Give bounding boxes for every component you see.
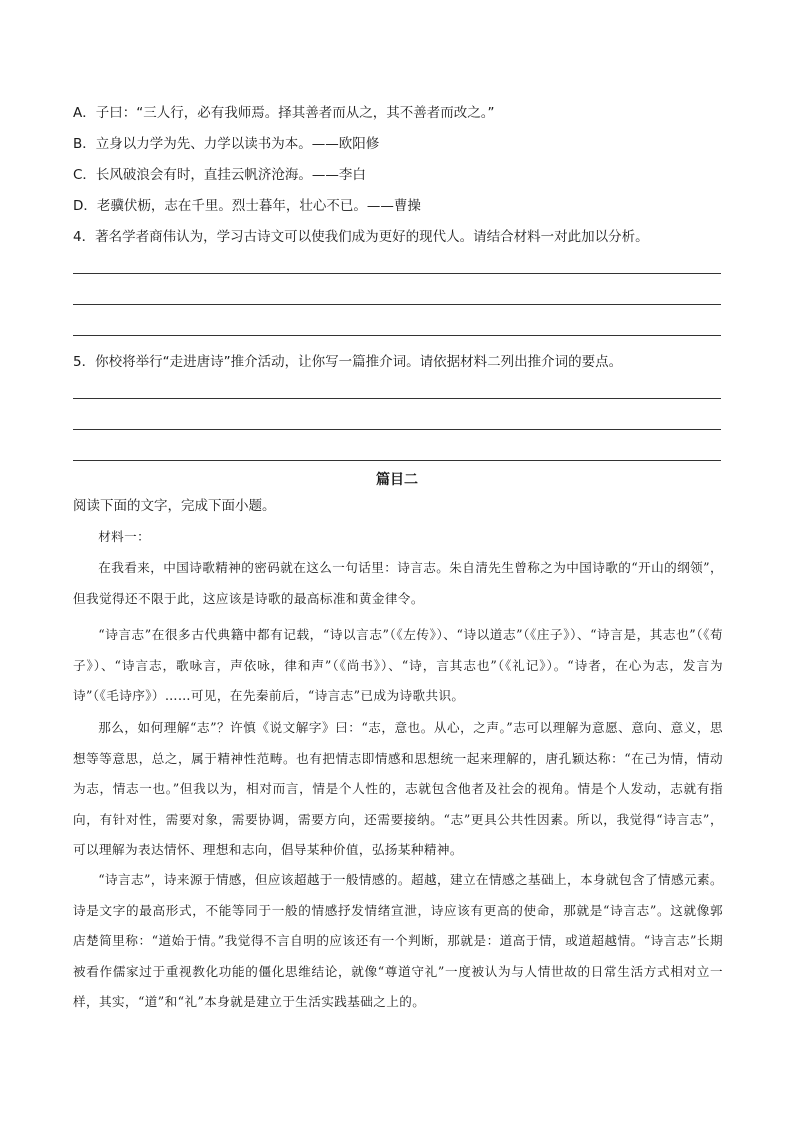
answer-line[interactable] (73, 398, 721, 399)
paragraph: “诗言志”在很多古代典籍中都有记载，“诗以言志”（《左传》）、“诗以道志”（《庄子》）、“诗言是，其志也”（《荀子》）、“诗言志，歌咏言，声依咏，律和声”（《尚书》）、“诗，言其志也”（《礼记》）。“诗者，在心为志，发言为诗”（《毛诗序》）……可见，在先秦前后，“诗言志”已成为诗歌共识。 (73, 627, 723, 703)
paragraph: “诗言志”，诗来源于情感，但应该超越于一般情感的。超越，建立在情感之基础上，本身就包含了情感元素。诗是文字的最高形式，不能等同于一般的情感抒发情绪宣泄，诗应该有更高的使命，那就是“诗言志”。这就像郭店楚简里称：“道始于情。”我觉得不言自明的应该还有一个判断，那就是：道高于情，或道超越情。“诗言志”长期被看作儒家过于重视教化功能的僵化思维结论，就像“尊道守礼”一度被认为与人情世故的日常生活方式相对立一样，其实，“道”和“礼”本身就是建立于生活实践基础之上的。 (73, 872, 723, 1009)
option-a: A．子曰：“三人行，必有我师焉。择其善者而从之，其不善者而改之。” (73, 105, 495, 121)
question-4: 4．著名学者商伟认为，学习古诗文可以使我们成为更好的现代人。请结合材料一对此加以分析。 (73, 229, 649, 245)
section-instruction: 阅读下面的文字，完成下面小题。 (73, 498, 276, 514)
answer-line[interactable] (73, 273, 721, 274)
option-c: C．长风破浪会有时，直挂云帆济沧海。——李白 (73, 167, 366, 183)
answer-line[interactable] (73, 460, 721, 461)
material-label: 材料一： (98, 529, 151, 544)
answer-line[interactable] (73, 335, 721, 336)
option-d: D．老骥伏枥，志在千里。烈士暮年，壮心不已。——曹操 (73, 198, 421, 214)
option-b: B．立身以力学为先、力学以读书为本。——欧阳修 (73, 136, 380, 152)
answer-line[interactable] (73, 429, 721, 430)
question-5: 5．你校将举行“走进唐诗”推介活动，让你写一篇推介词。请依据材料二列出推介词的要点。 (73, 354, 623, 370)
paragraph: 那么，如何理解“志”？许慎《说文解字》曰：“志，意也。从心，之声。”志可以理解为意愿、意向、意义，思想等等意思，总之，属于精神性范畴。也有把情志即情感和思想统一起来理解的，唐孔颖达称：“在己为情，情动为志，情志一也。”但我以为，相对而言，情是个人性的，志就包含他者及社会的视角。情是个人发动，志就有指向，有针对性，需要对象，需要协调，需要方向，还需要接纳。“志”更具公共性因素。所以，我觉得“诗言志”，可以理解为表达情怀、理想和志向，倡导某种价值，弘扬某种精神。 (73, 720, 723, 857)
section-title: 篇目二 (376, 472, 418, 488)
paragraph: 在我看来，中国诗歌精神的密码就在这么一句话里：诗言志。朱自清先生曾称之为中国诗歌的“开山的纲领”，但我觉得还不限于此，这应该是诗歌的最高标准和黄金律令。 (73, 560, 723, 606)
answer-line[interactable] (73, 304, 721, 305)
